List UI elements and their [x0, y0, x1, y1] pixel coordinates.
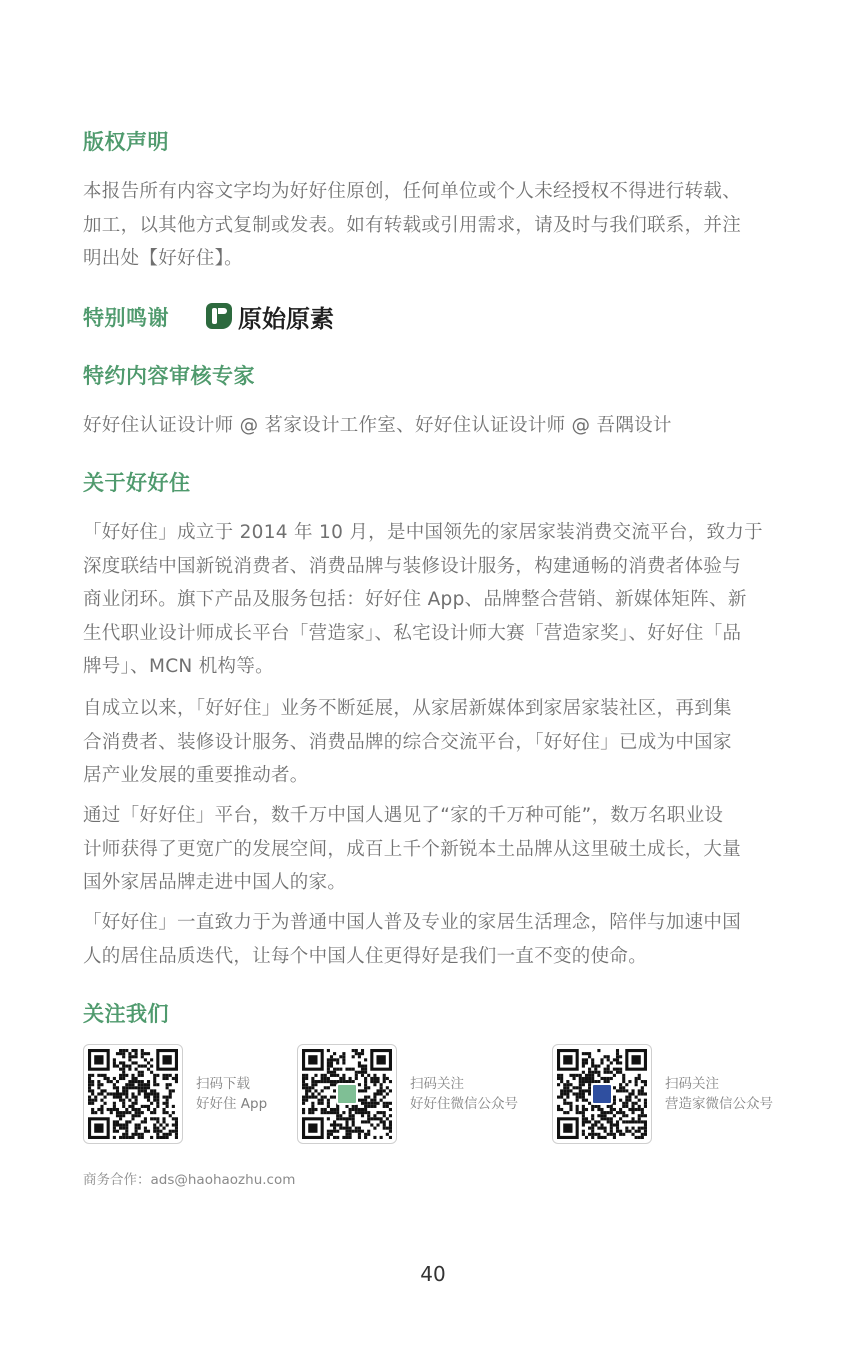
text-line: 明出处【好好住】。 — [83, 248, 243, 270]
business-contact: 商务合作：ads@haohaozhu.com — [83, 1172, 296, 1188]
text-line: 本报告所有内容文字均为好好住原创，任何单位或个人未经授权不得进行转载、 — [83, 181, 742, 202]
qr-code-icon — [83, 1044, 183, 1144]
qr-caption-line1: 扫码关注 — [410, 1076, 464, 1092]
about-heading: 关于好好住 — [83, 471, 191, 495]
text-line: 计师获得了更宽广的发展空间，成百上千个新锐本土品牌从这里破土成长，大量 — [83, 838, 742, 860]
about-paragraph-3 — [83, 799, 785, 900]
qr-caption-line2: 好好住微信公众号 — [410, 1096, 518, 1112]
text-line: 商业闭环。旗下产品及服务包括：好好住 App、品牌整合营销、新媒体矩阵、新 — [83, 589, 747, 611]
page-number: 40 — [420, 1262, 446, 1286]
partner-logo-mark-icon — [206, 303, 232, 329]
text-line: 牌号」、MCN 机构等。 — [83, 656, 274, 678]
qr-caption-line1: 扫码下载 — [196, 1076, 250, 1092]
text-line: 人的居住品质迭代，让每个中国人住更得好是我们一直不变的使命。 — [83, 945, 648, 967]
copyright-paragraph — [83, 175, 785, 276]
about-paragraph-1 — [83, 516, 785, 684]
qr-caption — [410, 1074, 518, 1114]
partner-logo-text: 原始原素 — [238, 304, 334, 333]
haohaozhu-logo-icon — [336, 1083, 358, 1105]
copyright-heading: 版权声明 — [83, 130, 169, 154]
text-line: 「好好住」成立于 2014 年 10 月，是中国领先的家居家装消费交流平台，致力于 — [83, 522, 763, 543]
reviewers-paragraph — [83, 409, 785, 443]
text-line: 加工，以其他方式复制或发表。如有转载或引用需求，请及时与我们联系，并注 — [83, 214, 742, 236]
qr-caption — [196, 1074, 267, 1114]
qr-haohaozhu-wechat[interactable] — [297, 1044, 518, 1144]
about-paragraph-4 — [83, 906, 785, 973]
text-line: 生代职业设计师成长平台「营造家」、私宅设计师大赛「营造家奖」、好好住「品 — [83, 622, 742, 644]
thanks-heading: 特别鸣谢 — [83, 306, 169, 330]
qr-code-icon — [552, 1044, 652, 1144]
follow-heading: 关注我们 — [83, 1002, 169, 1026]
text-line: 国外家居品牌走进中国人的家。 — [83, 872, 347, 894]
text-line: 深度联结中国新锐消费者、消费品牌与装修设计服务，构建通畅的消费者体验与 — [83, 555, 742, 577]
reviewers-heading: 特约内容审核专家 — [83, 364, 255, 388]
partner-logo — [206, 301, 334, 331]
qr-caption — [665, 1074, 773, 1114]
text-line: 自成立以来，「好好住」业务不断延展，从家居新媒体到家居家装社区，再到集 — [83, 698, 732, 719]
qr-app-download[interactable] — [83, 1044, 267, 1144]
text-line: 合消费者、装修设计服务、消费品牌的综合交流平台，「好好住」已成为中国家 — [83, 731, 732, 753]
qr-code-icon — [297, 1044, 397, 1144]
text-line: 好好住认证设计师 @ 茗家设计工作室、好好住认证设计师 @ 吾隅设计 — [83, 415, 672, 436]
qr-caption-line2: 好好住 App — [196, 1096, 268, 1112]
text-line: 通过「好好住」平台，数千万中国人遇见了“家的千万种可能”，数万名职业设 — [83, 805, 724, 826]
qr-caption-line1: 扫码关注 — [665, 1076, 719, 1092]
yingzaojia-logo-icon — [591, 1083, 613, 1105]
about-paragraph-2 — [83, 692, 785, 793]
qr-caption-line2: 营造家微信公众号 — [665, 1096, 773, 1112]
text-line: 居产业发展的重要推动者。 — [83, 765, 309, 787]
qr-yingzaojia-wechat[interactable] — [552, 1044, 773, 1144]
text-line: 「好好住」一直致力于为普通中国人普及专业的家居生活理念，陪伴与加速中国 — [83, 912, 742, 933]
